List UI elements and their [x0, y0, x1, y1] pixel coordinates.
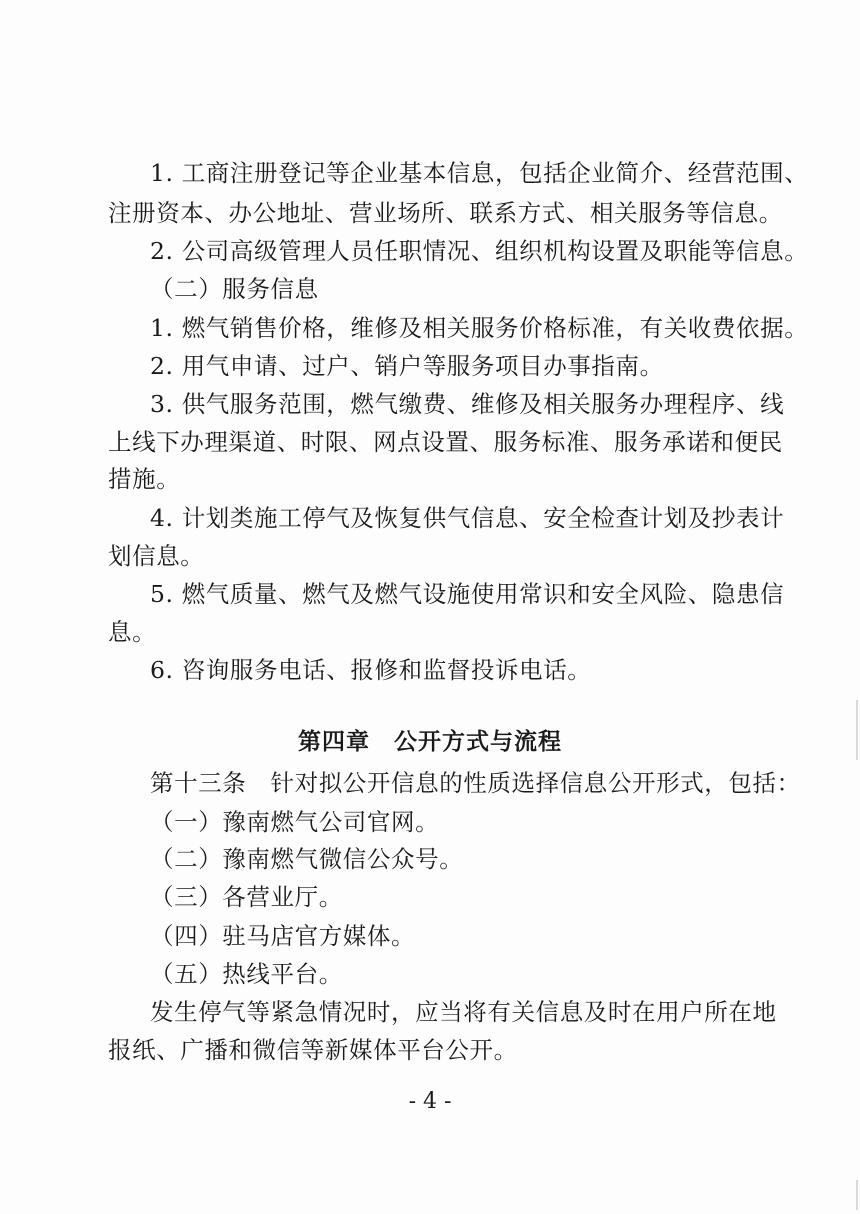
- scan-edge-mark: [856, 700, 858, 760]
- body-line-emergency-2: 报纸、广播和微信等新媒体平台公开。: [108, 1036, 518, 1064]
- article-13-line: 第十三条 针对拟公开信息的性质选择信息公开形式，包括：: [150, 769, 801, 797]
- body-line-14: 6. 咨询服务电话、报修和监督投诉电话。: [150, 656, 592, 684]
- chapter-heading: 第四章 公开方式与流程: [298, 729, 562, 755]
- body-line-9: 措施。: [108, 465, 181, 493]
- body-line-8: 上线下办理渠道、时限、网点设置、服务标准、服务承诺和便民: [108, 428, 783, 456]
- body-line-13: 息。: [108, 618, 157, 646]
- body-line-7: 3. 供气服务范围，燃气缴费、维修及相关服务办理程序、线: [150, 390, 785, 418]
- list-item-hotline: （五）热线平台。: [150, 960, 343, 988]
- body-line-emergency-1: 发生停气等紧急情况时，应当将有关信息及时在用户所在地: [150, 998, 777, 1026]
- body-line-6: 2. 用气申请、过户、销户等服务项目办事指南。: [150, 352, 664, 380]
- list-item-official-media: （四）驻马店官方媒体。: [150, 922, 416, 950]
- list-item-business-halls: （三）各营业厅。: [150, 883, 343, 911]
- body-line-5: 1. 燃气销售价格，维修及相关服务价格标准，有关收费依据。: [150, 314, 809, 342]
- scan-edge-mark: [856, 1180, 858, 1210]
- body-line-3: 2. 公司高级管理人员任职情况、组织机构设置及职能等信息。: [150, 237, 809, 265]
- list-item-official-website: （一）豫南燃气公司官网。: [150, 808, 440, 836]
- body-line-11: 划信息。: [108, 542, 205, 570]
- page-number: - 4 -: [408, 1089, 452, 1114]
- body-line-2: 注册资本、办公地址、营业场所、联系方式、相关服务等信息。: [108, 199, 783, 227]
- body-line-10: 4. 计划类施工停气及恢复供气信息、安全检查计划及抄表计: [150, 504, 785, 532]
- section-heading-service-info: （二）服务信息: [150, 275, 319, 303]
- list-item-wechat-account: （二）豫南燃气微信公众号。: [150, 845, 464, 873]
- body-line-1: 1. 工商注册登记等企业基本信息，包括企业简介、经营范围、: [150, 159, 809, 187]
- body-line-12: 5. 燃气质量、燃气及燃气设施使用常识和安全风险、隐患信: [150, 580, 785, 608]
